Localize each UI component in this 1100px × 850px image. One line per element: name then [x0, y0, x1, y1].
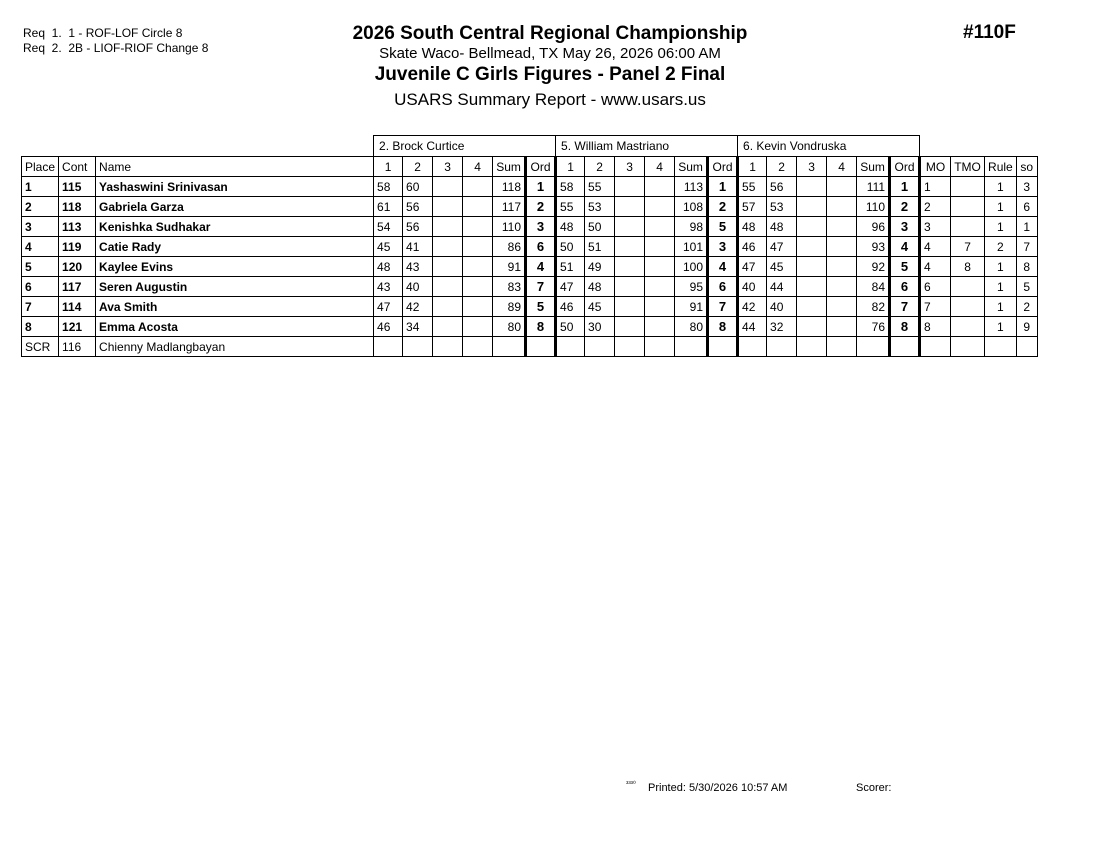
judge3-col-5: Ord	[890, 157, 920, 177]
table-row	[22, 237, 1038, 257]
judge1-score-3	[463, 277, 493, 297]
judge1-score-5: 1	[526, 177, 556, 197]
judge3-score-2	[797, 337, 827, 357]
printed-timestamp: Printed: 5/30/2026 10:57 AM	[648, 782, 788, 794]
judge1-score-2	[433, 217, 463, 237]
judge2-score-3	[645, 317, 675, 337]
results-table	[21, 135, 1038, 357]
cont-cell: 121	[59, 317, 96, 337]
judge1-score-5: 4	[526, 257, 556, 277]
judge2-score-2	[615, 337, 645, 357]
judge2-score-4: 91	[675, 297, 708, 317]
judge3-col-0: 1	[738, 157, 767, 177]
column-header-row	[22, 157, 1038, 177]
judge1-score-2	[433, 317, 463, 337]
judge1-score-3	[463, 297, 493, 317]
col-name: Name	[96, 157, 374, 177]
judge3-score-5: 6	[890, 277, 920, 297]
table-row	[22, 217, 1038, 237]
judge3-score-2	[797, 317, 827, 337]
rule-cell: 1	[985, 257, 1017, 277]
judge1-score-1: 40	[403, 277, 433, 297]
judge1-score-4: 110	[493, 217, 526, 237]
judge3-score-4: 111	[857, 177, 890, 197]
judge1-score-4: 80	[493, 317, 526, 337]
judge3-score-2	[797, 297, 827, 317]
judge2-score-2	[615, 277, 645, 297]
judge1-score-2	[433, 297, 463, 317]
judge1-score-0: 61	[374, 197, 403, 217]
table-row	[22, 177, 1038, 197]
judge1-score-5: 2	[526, 197, 556, 217]
judge3-score-3	[827, 177, 857, 197]
col-tmo: TMO	[951, 157, 985, 177]
judge2-col-3: 4	[645, 157, 675, 177]
judge3-score-0: 44	[738, 317, 767, 337]
judge-header-3: 6. Kevin Vondruska	[738, 136, 920, 157]
place-cell: 6	[22, 277, 59, 297]
rule-cell: 1	[985, 297, 1017, 317]
judge3-score-5: 7	[890, 297, 920, 317]
place-cell: 2	[22, 197, 59, 217]
table-row	[22, 257, 1038, 277]
judge2-score-0: 50	[556, 317, 585, 337]
judge2-score-5: 4	[708, 257, 738, 277]
judge1-score-4: 83	[493, 277, 526, 297]
judge1-score-3	[463, 257, 493, 277]
judge3-score-3	[827, 237, 857, 257]
judge1-score-2	[433, 237, 463, 257]
name-cell: Ava Smith	[96, 297, 374, 317]
judge2-score-3	[645, 177, 675, 197]
judge1-score-4	[493, 337, 526, 357]
judge1-score-3	[463, 217, 493, 237]
judge2-score-2	[615, 197, 645, 217]
judge1-score-3	[463, 337, 493, 357]
tmo-cell	[951, 217, 985, 237]
judge1-score-3	[463, 317, 493, 337]
event-number: #110F	[963, 22, 1016, 43]
mo-cell: 8	[920, 317, 951, 337]
judge3-score-0: 47	[738, 257, 767, 277]
rule-cell: 1	[985, 217, 1017, 237]
judge3-score-5: 4	[890, 237, 920, 257]
judge3-score-3	[827, 337, 857, 357]
judge2-score-5: 6	[708, 277, 738, 297]
judge3-score-3	[827, 197, 857, 217]
judge2-score-5: 5	[708, 217, 738, 237]
name-cell: Seren Augustin	[96, 277, 374, 297]
judge2-score-5: 1	[708, 177, 738, 197]
judge2-score-0: 48	[556, 217, 585, 237]
judge1-score-1: 43	[403, 257, 433, 277]
tmo-cell	[951, 297, 985, 317]
tmo-cell: 8	[951, 257, 985, 277]
cont-cell: 116	[59, 337, 96, 357]
judge3-score-1: 45	[767, 257, 797, 277]
judge1-score-5: 3	[526, 217, 556, 237]
judge3-score-0: 55	[738, 177, 767, 197]
judge2-score-1: 51	[585, 237, 615, 257]
col-so: so	[1016, 157, 1037, 177]
judge3-score-1: 56	[767, 177, 797, 197]
place-cell: 5	[22, 257, 59, 277]
judge1-score-1: 60	[403, 177, 433, 197]
judge2-score-0: 58	[556, 177, 585, 197]
judge1-score-2	[433, 277, 463, 297]
judge1-col-3: 4	[463, 157, 493, 177]
col-rule: Rule	[985, 157, 1017, 177]
judge3-score-4: 82	[857, 297, 890, 317]
so-cell: 2	[1016, 297, 1037, 317]
judge2-score-4: 101	[675, 237, 708, 257]
judge3-col-4: Sum	[857, 157, 890, 177]
tmo-cell	[951, 277, 985, 297]
place-cell: 7	[22, 297, 59, 317]
judge3-score-0: 48	[738, 217, 767, 237]
cont-cell: 118	[59, 197, 96, 217]
judge2-score-5: 7	[708, 297, 738, 317]
judge2-score-4: 113	[675, 177, 708, 197]
judge2-score-2	[615, 317, 645, 337]
judge2-score-4: 108	[675, 197, 708, 217]
judge3-score-4: 93	[857, 237, 890, 257]
judge2-score-1: 49	[585, 257, 615, 277]
judge3-score-5: 1	[890, 177, 920, 197]
so-cell: 7	[1016, 237, 1037, 257]
place-cell: 3	[22, 217, 59, 237]
judge3-score-2	[797, 217, 827, 237]
requirement-1: Req 1. 1 - ROF-LOF Circle 8	[23, 26, 183, 40]
judge3-score-1: 44	[767, 277, 797, 297]
judge3-score-1: 53	[767, 197, 797, 217]
event-title: Juvenile C Girls Figures - Panel 2 Final	[374, 64, 726, 85]
judge3-score-0: 46	[738, 237, 767, 257]
judge1-col-4: Sum	[493, 157, 526, 177]
judge1-score-1: 41	[403, 237, 433, 257]
judge3-score-3	[827, 277, 857, 297]
judge3-score-4: 110	[857, 197, 890, 217]
judge3-score-4: 84	[857, 277, 890, 297]
rule-cell	[985, 337, 1017, 357]
judge2-score-5: 2	[708, 197, 738, 217]
rule-cell: 1	[985, 277, 1017, 297]
judge2-score-1: 55	[585, 177, 615, 197]
judge1-score-3	[463, 177, 493, 197]
so-cell	[1016, 337, 1037, 357]
cont-cell: 114	[59, 297, 96, 317]
judge3-score-5: 3	[890, 217, 920, 237]
judge3-score-0: 57	[738, 197, 767, 217]
table-row	[22, 277, 1038, 297]
judge1-score-1	[403, 337, 433, 357]
judge2-col-2: 3	[615, 157, 645, 177]
judge3-score-3	[827, 317, 857, 337]
judge3-score-1: 32	[767, 317, 797, 337]
judge1-score-2	[433, 177, 463, 197]
judge3-score-3	[827, 217, 857, 237]
judge3-score-2	[797, 257, 827, 277]
judge3-score-5	[890, 337, 920, 357]
requirement-2: Req 2. 2B - LIOF-RIOF Change 8	[23, 41, 209, 55]
name-cell: Catie Rady	[96, 237, 374, 257]
judge3-score-2	[797, 197, 827, 217]
judge1-score-1: 56	[403, 217, 433, 237]
judge1-score-5	[526, 337, 556, 357]
cont-cell: 119	[59, 237, 96, 257]
judge2-score-1: 50	[585, 217, 615, 237]
mo-cell	[920, 337, 951, 357]
col-mo: MO	[920, 157, 951, 177]
so-cell: 3	[1016, 177, 1037, 197]
judge2-score-4	[675, 337, 708, 357]
judge-header-2: 5. William Mastriano	[556, 136, 738, 157]
judge2-score-5	[708, 337, 738, 357]
scorer-label: Scorer:	[856, 782, 892, 794]
tmo-cell	[951, 177, 985, 197]
judge1-score-3	[463, 237, 493, 257]
judge1-score-4: 86	[493, 237, 526, 257]
judge3-score-4: 76	[857, 317, 890, 337]
judge1-score-1: 56	[403, 197, 433, 217]
mo-cell: 6	[920, 277, 951, 297]
judge1-score-0	[374, 337, 403, 357]
judge2-col-5: Ord	[708, 157, 738, 177]
judge3-score-5: 8	[890, 317, 920, 337]
championship-title: 2026 South Central Regional Championship	[352, 23, 748, 44]
table-row	[22, 297, 1038, 317]
judge1-score-0: 47	[374, 297, 403, 317]
mo-cell: 1	[920, 177, 951, 197]
table-row	[22, 337, 1038, 357]
judge2-score-3	[645, 237, 675, 257]
judge1-score-2	[433, 197, 463, 217]
judge1-score-5: 8	[526, 317, 556, 337]
report-title: USARS Summary Report - www.usars.us	[394, 90, 706, 109]
judge3-score-4	[857, 337, 890, 357]
judge2-score-4: 98	[675, 217, 708, 237]
cont-cell: 115	[59, 177, 96, 197]
judge2-score-1: 53	[585, 197, 615, 217]
footer-code: ³³³⁰	[626, 781, 636, 788]
judge3-score-2	[797, 237, 827, 257]
cont-cell: 117	[59, 277, 96, 297]
judge2-score-0: 47	[556, 277, 585, 297]
judge3-col-2: 3	[797, 157, 827, 177]
judge1-col-1: 2	[403, 157, 433, 177]
name-cell: Gabriela Garza	[96, 197, 374, 217]
so-cell: 8	[1016, 257, 1037, 277]
cont-cell: 120	[59, 257, 96, 277]
tmo-cell	[951, 317, 985, 337]
judge2-score-3	[645, 217, 675, 237]
place-cell: 8	[22, 317, 59, 337]
judge2-score-1: 30	[585, 317, 615, 337]
judge1-score-0: 43	[374, 277, 403, 297]
name-cell: Kaylee Evins	[96, 257, 374, 277]
judge2-score-1	[585, 337, 615, 357]
judge1-score-0: 54	[374, 217, 403, 237]
judge2-col-1: 2	[585, 157, 615, 177]
judge2-score-4: 100	[675, 257, 708, 277]
rule-cell: 2	[985, 237, 1017, 257]
judge1-score-5: 7	[526, 277, 556, 297]
judge3-score-1: 47	[767, 237, 797, 257]
name-cell: Yashaswini Srinivasan	[96, 177, 374, 197]
judge3-score-3	[827, 257, 857, 277]
name-cell: Chienny Madlangbayan	[96, 337, 374, 357]
judge2-score-1: 48	[585, 277, 615, 297]
mo-cell: 4	[920, 257, 951, 277]
judge1-score-1: 42	[403, 297, 433, 317]
judge3-col-3: 4	[827, 157, 857, 177]
tmo-cell: 7	[951, 237, 985, 257]
mo-cell: 3	[920, 217, 951, 237]
cont-cell: 113	[59, 217, 96, 237]
judge2-score-3	[645, 197, 675, 217]
judge3-score-4: 96	[857, 217, 890, 237]
judge2-score-0: 46	[556, 297, 585, 317]
mo-cell: 2	[920, 197, 951, 217]
judge1-score-0: 58	[374, 177, 403, 197]
judge3-score-2	[797, 277, 827, 297]
judge3-score-5: 2	[890, 197, 920, 217]
judge-header-1: 2. Brock Curtice	[374, 136, 556, 157]
judge1-score-5: 6	[526, 237, 556, 257]
judge2-score-3	[645, 257, 675, 277]
place-cell: 1	[22, 177, 59, 197]
judge3-score-4: 92	[857, 257, 890, 277]
judge2-score-0: 55	[556, 197, 585, 217]
judge2-score-4: 95	[675, 277, 708, 297]
judge2-score-2	[615, 297, 645, 317]
tmo-cell	[951, 337, 985, 357]
judge2-score-4: 80	[675, 317, 708, 337]
judge3-score-1	[767, 337, 797, 357]
judge1-score-4: 91	[493, 257, 526, 277]
so-cell: 6	[1016, 197, 1037, 217]
col-cont: Cont	[59, 157, 96, 177]
judge2-score-2	[615, 217, 645, 237]
tmo-cell	[951, 197, 985, 217]
judge3-col-1: 2	[767, 157, 797, 177]
judge1-score-0: 46	[374, 317, 403, 337]
table-row	[22, 317, 1038, 337]
so-cell: 9	[1016, 317, 1037, 337]
place-cell: SCR	[22, 337, 59, 357]
judge3-score-0: 40	[738, 277, 767, 297]
mo-cell: 7	[920, 297, 951, 317]
place-cell: 4	[22, 237, 59, 257]
judge3-score-1: 40	[767, 297, 797, 317]
judge1-score-2	[433, 257, 463, 277]
judge1-score-3	[463, 197, 493, 217]
judge2-score-3	[645, 297, 675, 317]
judge3-score-1: 48	[767, 217, 797, 237]
judge3-score-0	[738, 337, 767, 357]
judge2-score-2	[615, 257, 645, 277]
so-cell: 5	[1016, 277, 1037, 297]
judge2-score-2	[615, 177, 645, 197]
judge2-score-3	[645, 337, 675, 357]
judge1-score-4: 117	[493, 197, 526, 217]
judge3-score-3	[827, 297, 857, 317]
name-cell: Emma Acosta	[96, 317, 374, 337]
rule-cell: 1	[985, 177, 1017, 197]
judge1-score-0: 48	[374, 257, 403, 277]
venue-line: Skate Waco- Bellmead, TX May 26, 2026 06:00 AM	[379, 45, 721, 62]
judge1-score-1: 34	[403, 317, 433, 337]
judge1-score-0: 45	[374, 237, 403, 257]
judge3-score-5: 5	[890, 257, 920, 277]
col-place: Place	[22, 157, 59, 177]
judge1-score-4: 89	[493, 297, 526, 317]
judge2-score-3	[645, 277, 675, 297]
rule-cell: 1	[985, 197, 1017, 217]
judge2-col-4: Sum	[675, 157, 708, 177]
judge2-col-0: 1	[556, 157, 585, 177]
judge3-score-2	[797, 177, 827, 197]
judge2-score-2	[615, 237, 645, 257]
name-cell: Kenishka Sudhakar	[96, 217, 374, 237]
judge2-score-1: 45	[585, 297, 615, 317]
judge2-score-0	[556, 337, 585, 357]
judge1-col-0: 1	[374, 157, 403, 177]
mo-cell: 4	[920, 237, 951, 257]
judge2-score-5: 3	[708, 237, 738, 257]
rule-cell: 1	[985, 317, 1017, 337]
judge3-score-0: 42	[738, 297, 767, 317]
judge1-col-5: Ord	[526, 157, 556, 177]
judge2-score-0: 50	[556, 237, 585, 257]
so-cell: 1	[1016, 217, 1037, 237]
judge2-score-5: 8	[708, 317, 738, 337]
judge2-score-0: 51	[556, 257, 585, 277]
judge1-score-2	[433, 337, 463, 357]
judge1-col-2: 3	[433, 157, 463, 177]
judge1-score-5: 5	[526, 297, 556, 317]
judge1-score-4: 118	[493, 177, 526, 197]
table-row	[22, 197, 1038, 217]
